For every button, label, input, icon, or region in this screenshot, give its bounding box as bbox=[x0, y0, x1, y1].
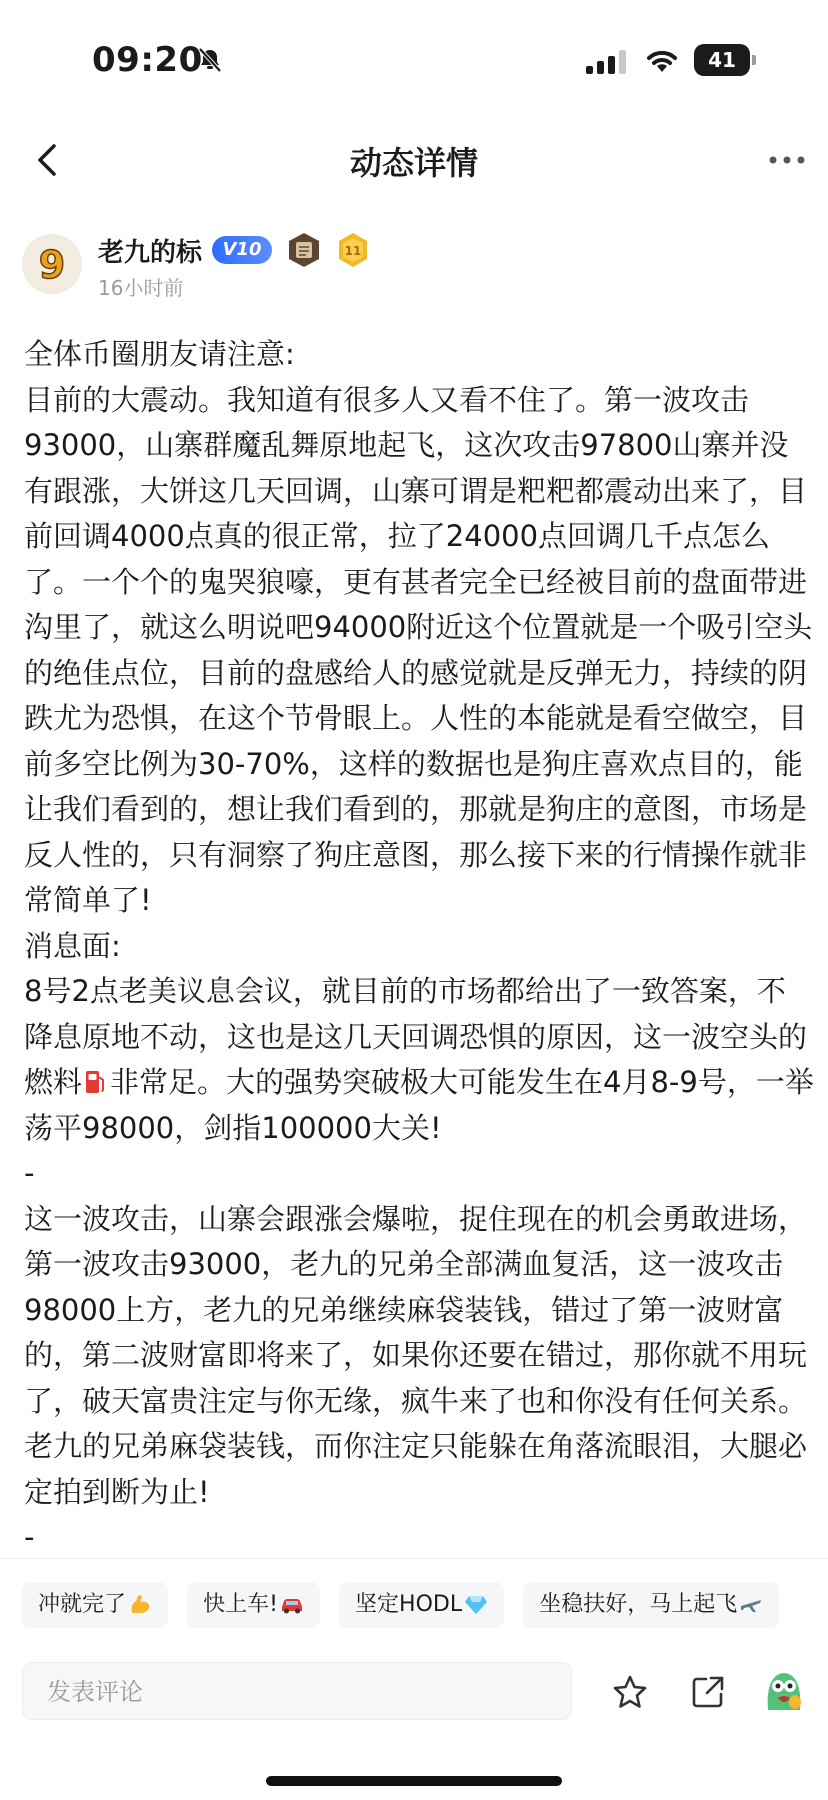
fuel-pump-icon bbox=[84, 1069, 106, 1095]
post-paragraph-news bbox=[24, 969, 814, 1151]
battery-indicator: 41 bbox=[694, 44, 750, 76]
airplane-icon bbox=[739, 1593, 763, 1615]
status-time: 09:20 bbox=[92, 40, 203, 80]
wifi-icon bbox=[644, 46, 680, 74]
quick-reply-chip[interactable] bbox=[187, 1582, 320, 1628]
share-icon[interactable] bbox=[690, 1674, 726, 1710]
page-title: 动态详情 bbox=[349, 144, 478, 182]
cellular-signal-icon bbox=[586, 50, 630, 74]
level-badge: V10 bbox=[212, 236, 272, 264]
more-options-icon[interactable] bbox=[768, 150, 806, 170]
achievement-badge-icon bbox=[286, 232, 322, 268]
home-indicator[interactable] bbox=[266, 1776, 562, 1786]
nav-bar bbox=[0, 120, 828, 200]
quick-reply-chip[interactable] bbox=[339, 1582, 504, 1628]
chip-label: 坚定HODL bbox=[355, 1592, 463, 1617]
news-text-part-2: 非常足。大的强势突破极大可能发生在4月8-9号，一举荡平98000，剑指100000大关! bbox=[24, 1065, 814, 1145]
divider bbox=[0, 1558, 828, 1559]
post-paragraph: 这一波攻击，山寨会跟涨会爆啦，捉住现在的机会勇敢进场，第一波攻击93000，老九的兄弟全部满血复活，这一波攻击98000上方，老九的兄弟继续麻袋装钱，错过了第一波财富的，第二波财富即将来了，如果你还要在错过，那你就不用玩了，破天富贵注定与你无缘，疯牛来了也和你没有任何关系。老九的兄弟麻袋装钱，而你注定只能躲在角落流眼泪，大腿必定拍到断为止! bbox=[24, 1201, 808, 1509]
post-paragraph: 消息面: bbox=[24, 928, 121, 963]
post-author-header bbox=[22, 230, 802, 310]
quick-reply-chip[interactable] bbox=[22, 1582, 168, 1628]
car-icon bbox=[280, 1593, 304, 1615]
chip-label: 快上车! bbox=[203, 1592, 278, 1617]
svg-text:9: 9 bbox=[38, 243, 66, 287]
news-text-part-1: 8号2点老美议息会议，就目前的市场都给出了一致答案，不降息原地不动，这也是这几天回调恐惧的原因，这一波空头的燃料 bbox=[24, 974, 808, 1099]
status-bar bbox=[0, 0, 828, 120]
star-favorite-icon[interactable] bbox=[612, 1674, 648, 1710]
comment-bar bbox=[22, 1662, 802, 1722]
post-timestamp: 16小时前 bbox=[98, 276, 184, 300]
gem-icon bbox=[464, 1593, 488, 1615]
author-name[interactable]: 老九的标 bbox=[98, 238, 203, 268]
quick-reply-bar bbox=[22, 1582, 828, 1630]
comment-input[interactable]: 发表评论 bbox=[22, 1662, 572, 1720]
medal-badge-icon bbox=[336, 232, 370, 268]
post-separator: - bbox=[24, 1156, 35, 1190]
chip-label: 坐稳扶好，马上起飞 bbox=[539, 1592, 738, 1617]
post-separator: - bbox=[24, 1520, 35, 1554]
post-paragraph: 全体币圈朋友请注意: bbox=[24, 337, 295, 371]
svg-text:11: 11 bbox=[344, 244, 362, 258]
quick-reply-chip[interactable] bbox=[523, 1582, 779, 1628]
avatar[interactable] bbox=[22, 234, 82, 294]
flexed-biceps-icon bbox=[128, 1593, 152, 1615]
post-paragraph: 目前的大震动。我知道有很多人又看不住了。第一波攻击93000，山寨群魔乱舞原地起飞，这次攻击97800山寨并没有跟涨，大饼这几天回调，山寨可谓是粑粑都震动出来了，目前回调4000点真的很正常，拉了24000点回调几千点怎么了。一个个的鬼哭狼嚎，更有甚者完全已经被目前的盘面带进沟里了，就这么明说吧94000附近这个位置就是一个吸引空头的绝佳点位，目前的盘感给人的感觉就是反弹无力，持续的阴跌尤为恐惧，在这个节骨眼上。人性的本能就是看空做空，目前多空比例为30-70%，这样的数据也是狗庄喜欢点目的，能让我们看到的，想让我们看到的，那就是狗庄的意图，市场是反人性的，只有洞察了狗庄意图，那么接下来的行情操作就非常简单了! bbox=[24, 382, 813, 917]
post-body bbox=[24, 332, 814, 1561]
bell-muted-icon bbox=[196, 46, 224, 74]
mascot-reaction-icon[interactable] bbox=[764, 1670, 804, 1712]
chip-label: 冲就完了 bbox=[38, 1592, 127, 1617]
